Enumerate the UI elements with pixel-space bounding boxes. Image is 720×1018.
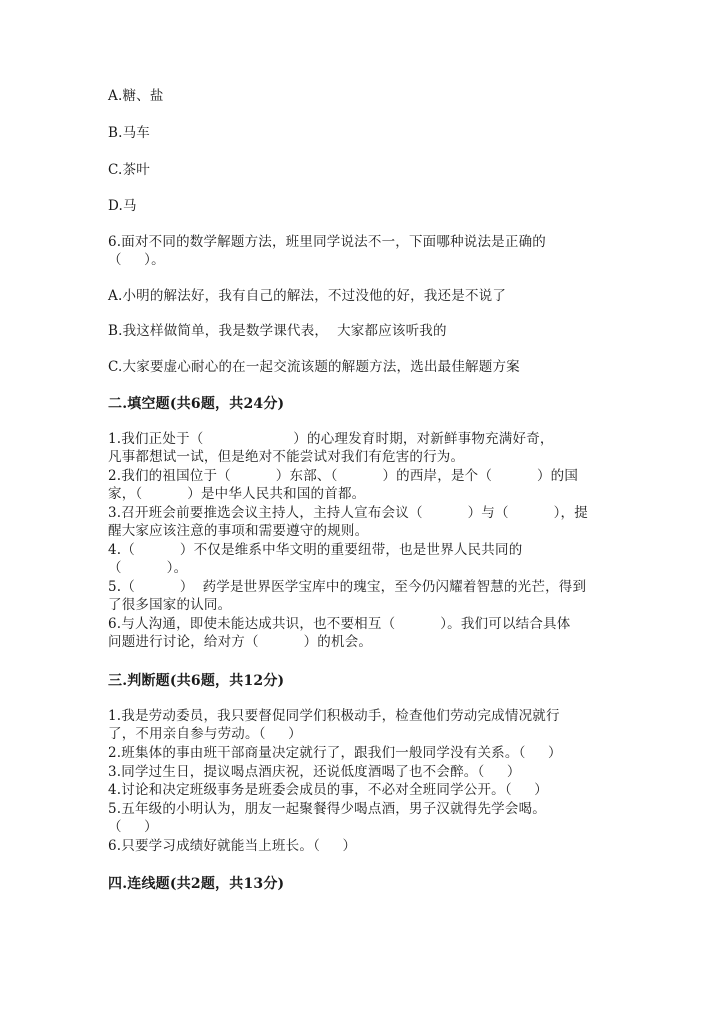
question-6-option-c: C.大家要虚心耐心的在一起交流该题的解题方法，选出最佳解题方案 (108, 359, 520, 375)
fill-line: 5.（ ） 药学是世界医学宝库中的瑰宝，至今仍闪耀着智慧的光芒，得到 (108, 579, 587, 595)
fill-line: 家，（ ）是中华人民共和国的首都。 (108, 486, 366, 502)
judge-line: 2.班集体的事由班干部商量决定就行了，跟我们一般同学没有关系。（ ） (108, 745, 562, 761)
section-2-heading: 二.填空题(共6题，共24分) (108, 396, 285, 412)
question-6-option-b: B.我这样做简单，我是数学课代表， 大家都应该听我的 (108, 323, 447, 339)
judge-line: 6.只要学习成绩好就能当上班长。（ ） (108, 838, 357, 854)
judge-line: 5.五年级的小明认为，朋友一起聚餐得少喝点酒，男子汉就得先学会喝。 (108, 801, 546, 817)
section-3-heading: 三.判断题(共6题，共12分) (108, 673, 285, 689)
judge-line: （ ） (108, 819, 158, 835)
option-b: B.马车 (108, 125, 151, 141)
fill-line: （ ）。 (108, 560, 188, 576)
section-4-heading: 四.连线题(共2题，共13分) (108, 876, 285, 892)
fill-line: 2.我们的祖国位于（ ）东部、（ ）的西岸，是个（ ）的国 (108, 468, 579, 484)
option-c: C.茶叶 (108, 162, 150, 178)
judge-line: 3.同学过生日，提议喝点酒庆祝，还说低度酒喝了也不会醉。（ ） (108, 764, 521, 780)
fill-line: 了很多国家的认同。 (108, 597, 232, 613)
fill-line: 6.与人沟通，即使未能达成共识，也不要相互（ ）。我们可以结合具体 (108, 616, 571, 632)
option-a: A.糖、盐 (108, 88, 164, 104)
fill-line: 1.我们正处于（ ）的心理发育时期，对新鲜事物充满好奇， (108, 431, 554, 447)
judge-line: 4.讨论和决定班级事务是班委会成员的事，不必对全班同学公开。（ ） (108, 782, 548, 798)
question-6-blank: （ ）。 (108, 252, 165, 268)
fill-line: 醒大家应该注意的事项和需要遵守的规则。 (108, 523, 369, 539)
fill-line: 3.召开班会前要推选会议主持人，主持人宣布会议（ ）与（ ），提 (108, 505, 588, 521)
judge-line: 了，不用亲自参与劳动。（ ） (108, 726, 302, 742)
fill-line: 问题进行讨论，给对方（ ）的机会。 (108, 634, 373, 650)
fill-line: 凡事都想试一试，但是绝对不能尝试对我们有危害的行为。 (108, 449, 465, 465)
question-6-stem: 6.面对不同的数学解题方法，班里同学说法不一，下面哪种说法是正确的 (108, 234, 546, 250)
option-d: D.马 (108, 198, 137, 214)
question-6-option-a: A.小明的解法好，我有自己的解法，不过没他的好，我还是不说了 (108, 288, 507, 304)
fill-line: 4.（ ）不仅是维系中华文明的重要纽带，也是世界人民共同的 (108, 542, 523, 558)
judge-line: 1.我是劳动委员，我只要督促同学们积极动手，检查他们劳动完成情况就行 (108, 708, 560, 724)
